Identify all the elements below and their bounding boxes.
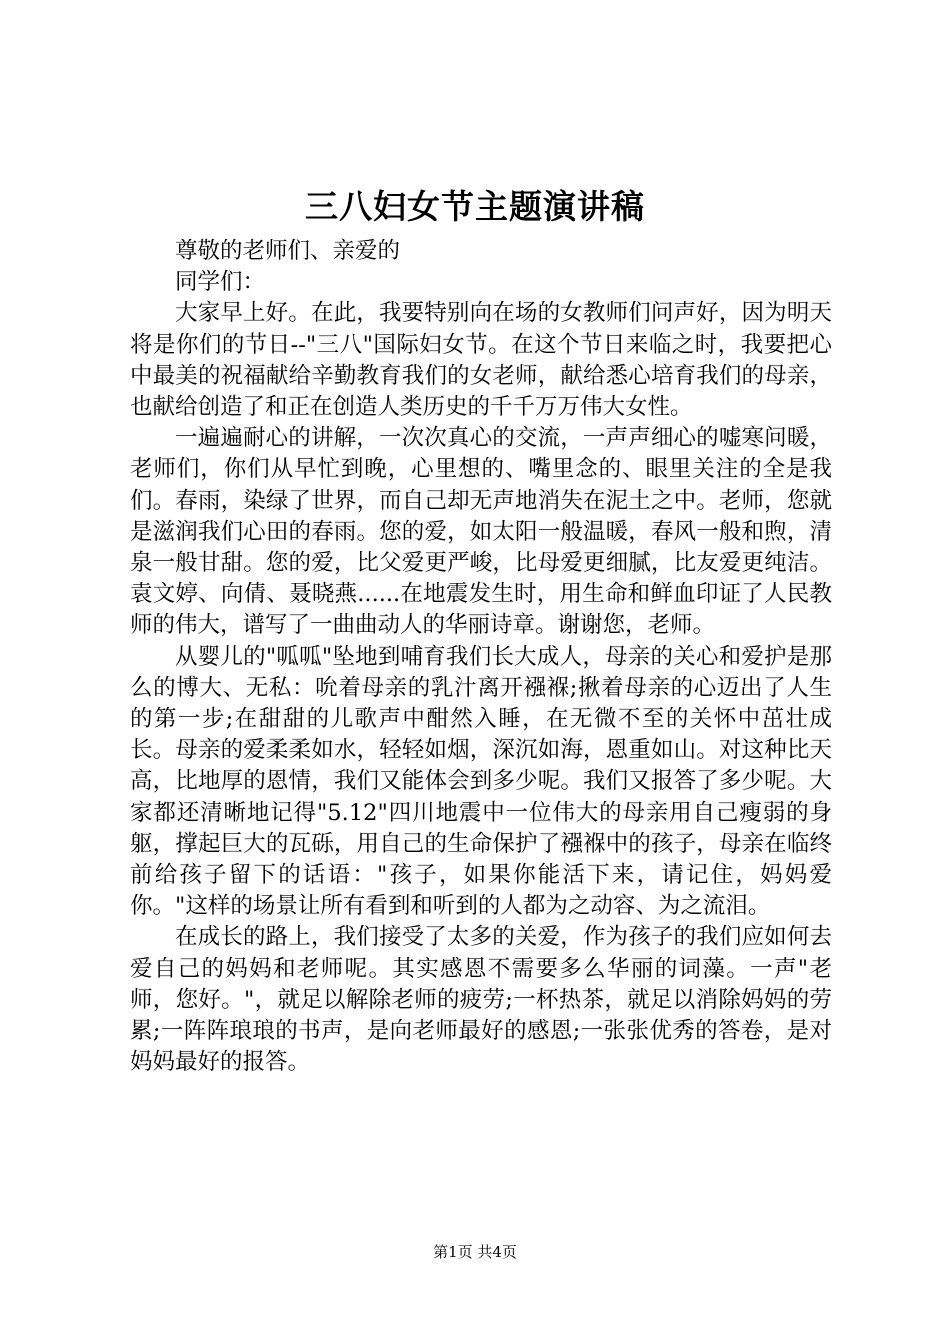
paragraph-mothers: 从婴儿的"呱呱"坠地到哺育我们长大成人，母亲的关心和爱护是那么的博大、无私：吮着母亲的乳汁离开襁褓;揪着母亲的心迈出了人生的第一步;在甜甜的儿歌声中酣然入睡，在无微不至的关怀中茁壮成长。母亲的爱柔柔如水，轻轻如烟，深沉如海，恩重如山。对这种比天高，比地厚的恩情，我们又能体会到多少呢。我们又报答了多少呢。大家都还清晰地记得"5.12"四川地震中一位伟大的母亲用自己瘦弱的身躯，撑起巨大的瓦砾，用自己的生命保护了襁褓中的孩子，母亲在临终前给孩子留下的话语："孩子，如果你能活下来，请记住，妈妈爱你。"这样的场景让所有看到和听到的人都为之动容、为之流泪。 [130, 643, 832, 920]
salutation-line-2: 同学们： [175, 269, 266, 296]
paragraph-teachers: 一遍遍耐心的讲解，一次次真心的交流，一声声细心的嘘寒问暖，老师们，你们从早忙到晚，心里想的、嘴里念的、眼里关注的全是我们。春雨，染绿了世界，而自己却无声地消失在泥土之中。老师，您就是滋润我们心田的春雨。您的爱，如太阳一般温暖，春风一般和煦，清泉一般甘甜。您的爱，比父爱更严峻，比母爱更细腻，比友爱更纯洁。袁文婷、向倩、聂晓燕......在地震发生时，用生命和鲜血印证了人民教师的伟大，谱写了一曲曲动人的华丽诗章。谢谢您，老师。 [130, 425, 832, 639]
page-number-footer: 第1页 共4页 [433, 1243, 517, 1261]
paragraph-greeting: 大家早上好。在此，我要特别向在场的女教师们问声好，因为明天将是你们的节日--"三八"国际妇女节。在这个节日来临之时，我要把心中最美的祝福献给辛勤教育我们的女老师，献给悉心培育我们的母亲，也献给创造了和正在创造人类历史的千千万万伟大女性。 [130, 300, 832, 421]
salutation-line-1: 尊敬的老师们、亲爱的 [175, 238, 401, 264]
document-body [130, 236, 832, 1078]
paragraph-gratitude: 在成长的路上，我们接受了太多的关爱，作为孩子的我们应如何去爱自己的妈妈和老师呢。其实感恩不需要多么华丽的词藻。一声"老师，您好。"，就足以解除老师的疲劳;一杯热茶，就足以消除妈妈的劳累;一阵阵琅琅的书声，是向老师最好的感恩;一张张优秀的答卷，是对妈妈最好的报答。 [130, 924, 832, 1076]
document-title: 三八妇女节主题演讲稿 [305, 187, 645, 226]
